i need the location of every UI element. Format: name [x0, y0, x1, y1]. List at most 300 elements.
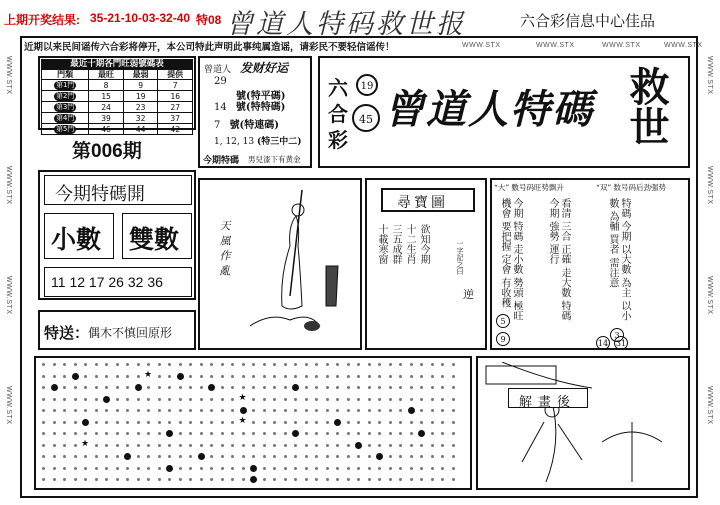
grid-dot: [399, 444, 402, 447]
grid-dot: [231, 409, 234, 412]
grid-dot: [147, 432, 150, 435]
grid-dot: [399, 409, 402, 412]
grid-dot: [221, 386, 224, 389]
grid-dot: [147, 363, 150, 366]
give-value: 42: [158, 124, 193, 135]
grid-dot: [399, 398, 402, 401]
grid-dot: [53, 421, 56, 424]
grid-dot: [368, 363, 371, 366]
grid-dot: [326, 409, 329, 412]
grid-dot: [158, 444, 161, 447]
grid-dot: [263, 409, 266, 412]
grid-ball: [166, 465, 173, 472]
grid-dot: [221, 421, 224, 424]
grid-dot: [74, 421, 77, 424]
grid-dot: [252, 421, 255, 424]
grid-dot: [410, 432, 413, 435]
cold-value: 23: [123, 102, 158, 113]
grid-dot: [147, 444, 150, 447]
grid-dot: [84, 455, 87, 458]
grid-dot: [305, 386, 308, 389]
grid-dot: [158, 398, 161, 401]
grid-dot: [200, 409, 203, 412]
riddle-box: [476, 356, 690, 490]
grid-ball: [103, 396, 110, 403]
grid-dot: [326, 467, 329, 470]
grid-dot: [63, 363, 66, 366]
grid-dot: [389, 455, 392, 458]
grid-dot: [399, 363, 402, 366]
fortune-line: [214, 98, 285, 113]
grid-dot: [179, 455, 182, 458]
grid-dot: [126, 421, 129, 424]
grid-dot: [74, 444, 77, 447]
grid-dot: [294, 455, 297, 458]
grid-dot: [53, 375, 56, 378]
ranking-table: [41, 69, 193, 135]
door-label: 第2門: [56, 92, 75, 100]
grid-dot: [431, 478, 434, 481]
treasure-title: 尋寶圖: [397, 194, 448, 210]
grid-ball: [124, 453, 131, 460]
grid-dot: [336, 398, 339, 401]
grid-dot: [210, 432, 213, 435]
grid-dot: [431, 409, 434, 412]
fortune-text: (特三中二): [256, 137, 302, 147]
fortune-tip-text: 男兒漆下有黄金: [248, 155, 301, 164]
grid-dot: [420, 409, 423, 412]
ranking-title: 最近十期各門旺弱號碼表: [41, 59, 193, 69]
grid-dot: [263, 444, 266, 447]
grid-dot: [210, 467, 213, 470]
treasure-title-box: [381, 188, 475, 212]
grid-dot: [168, 363, 171, 366]
grid-dot: [105, 409, 108, 412]
grid-dot: [84, 478, 87, 481]
grid-dot: [441, 455, 444, 458]
watermark-text: WWW.STX: [536, 42, 575, 49]
grid-dot: [326, 421, 329, 424]
grid-dot: [452, 386, 455, 389]
grid-dot: [273, 363, 276, 366]
cold-value: 44: [123, 124, 158, 135]
grid-dot: [368, 478, 371, 481]
grid-dot: [252, 455, 255, 458]
grid-dot: [242, 444, 245, 447]
masthead-title: 曾道人特码救世报: [226, 9, 466, 40]
grid-dot: [441, 421, 444, 424]
hot-value: 24: [89, 102, 124, 113]
grid-dot: [378, 432, 381, 435]
grid-dot: [221, 444, 224, 447]
grid-dot: [200, 478, 203, 481]
big-number-heading: “大” 數号码旺势飘升: [494, 183, 565, 192]
grid-dot: [368, 409, 371, 412]
grid-dot: [263, 363, 266, 366]
fortune-number: 1, 12, 13: [214, 137, 255, 147]
grid-dot: [347, 386, 350, 389]
grid-dot: [431, 432, 434, 435]
grid-dot: [168, 386, 171, 389]
ranking-table-box: [38, 56, 196, 134]
grid-dot: [63, 398, 66, 401]
grid-dot: [158, 455, 161, 458]
grid-dot: [210, 398, 213, 401]
grid-dot: [273, 398, 276, 401]
grid-dot: [420, 398, 423, 401]
grid-dot: [95, 386, 98, 389]
grid-dot: [294, 467, 297, 470]
grid-dot: [252, 375, 255, 378]
grid-dot: [431, 375, 434, 378]
grid-dot: [263, 478, 266, 481]
watermark-text: WWW.STX: [706, 276, 713, 315]
grid-dot: [326, 375, 329, 378]
grid-dot: [357, 386, 360, 389]
treasure-hint-answer: 逆: [463, 288, 474, 301]
grid-dot: [189, 386, 192, 389]
grid-dot: [105, 432, 108, 435]
grid-dot: [200, 398, 203, 401]
fortune-tip-label: 今期特碼: [203, 156, 240, 166]
grid-dot: [42, 421, 45, 424]
grid-ball: [292, 430, 299, 437]
circled-number: 31: [614, 336, 628, 350]
grid-dot: [389, 444, 392, 447]
grid-dot: [452, 478, 455, 481]
grid-dot: [189, 455, 192, 458]
grid-dot: [263, 386, 266, 389]
grid-dot: [347, 455, 350, 458]
grid-dot: [368, 375, 371, 378]
grid-dot: [179, 444, 182, 447]
title-prefix-char: 六: [328, 76, 348, 100]
grid-dot: [95, 421, 98, 424]
grid-dot: [116, 375, 119, 378]
grid-dot: [221, 467, 224, 470]
grid-dot: [315, 363, 318, 366]
grid-dot: [273, 467, 276, 470]
grid-dot: [116, 444, 119, 447]
grid-dot: [263, 421, 266, 424]
grid-dot: [221, 432, 224, 435]
grid-dot: [252, 386, 255, 389]
number-trend-grid: [36, 358, 470, 488]
grid-dot: [420, 386, 423, 389]
grid-dot: [315, 398, 318, 401]
grid-dot: [294, 398, 297, 401]
grid-dot: [252, 444, 255, 447]
grid-dot: [263, 398, 266, 401]
grid-dot: [84, 398, 87, 401]
grid-dot: [326, 455, 329, 458]
grid-dot: [231, 467, 234, 470]
grid-dot: [126, 409, 129, 412]
grid-dot: [315, 386, 318, 389]
grid-dot: [105, 467, 108, 470]
grid-dot: [74, 386, 77, 389]
grid-dot: [53, 444, 56, 447]
grid-dot: [399, 455, 402, 458]
column-text: 看清 三合 正確 走大數 特碼 今期 強勢 運行: [547, 198, 570, 321]
fortune-text: 號(特特碼): [235, 102, 286, 113]
grid-dot: [42, 478, 45, 481]
grid-dot: [158, 375, 161, 378]
grid-dot: [378, 363, 381, 366]
grid-dot: [84, 409, 87, 412]
grid-dot: [431, 444, 434, 447]
watermark-text: WWW.STX: [706, 166, 713, 205]
door-label: 第5門: [56, 125, 75, 133]
grid-dot: [221, 409, 224, 412]
grid-dot: [378, 444, 381, 447]
grid-dot: [315, 421, 318, 424]
grid-dot: [200, 444, 203, 447]
grid-dot: [357, 421, 360, 424]
grid-dot: [336, 386, 339, 389]
grid-dot: [84, 375, 87, 378]
grid-dot: [200, 467, 203, 470]
grid-dot: [158, 467, 161, 470]
grid-dot: [305, 421, 308, 424]
grid-dot: [441, 467, 444, 470]
grid-dot: [53, 398, 56, 401]
grid-dot: [315, 467, 318, 470]
painting-illustration: [240, 186, 350, 346]
grid-dot: [284, 398, 287, 401]
grid-dot: [179, 432, 182, 435]
grid-dot: [368, 432, 371, 435]
grid-dot: [326, 363, 329, 366]
grid-dot: [305, 432, 308, 435]
grid-dot: [389, 409, 392, 412]
give-value: 27: [158, 102, 193, 113]
grid-dot: [210, 375, 213, 378]
grid-dot: [95, 375, 98, 378]
grid-dot: [273, 444, 276, 447]
grid-dot: [431, 363, 434, 366]
grid-dot: [420, 467, 423, 470]
treasure-text-line: 欲知今期: [418, 224, 429, 264]
lottery-ball-icon: 19: [356, 74, 378, 96]
grid-ball: [82, 419, 89, 426]
grid-dot: [210, 363, 213, 366]
grid-dot: [420, 478, 423, 481]
grid-dot: [158, 421, 161, 424]
grid-dot: [305, 409, 308, 412]
grid-dot: [116, 386, 119, 389]
column-header: 提供: [158, 70, 193, 80]
grid-dot: [347, 363, 350, 366]
grid-dot: [231, 386, 234, 389]
grid-dot: [294, 375, 297, 378]
special-number: 32: [127, 274, 144, 290]
column-header: 最弱: [123, 70, 158, 80]
grid-ball: [135, 384, 142, 391]
grid-dot: [137, 398, 140, 401]
grid-dot: [284, 409, 287, 412]
table-row: [42, 102, 193, 113]
fortune-line: [214, 116, 279, 131]
hot-value: 8: [89, 80, 124, 91]
grid-dot: [273, 455, 276, 458]
grid-dot: [242, 455, 245, 458]
grid-dot: [284, 444, 287, 447]
grid-dot: [357, 467, 360, 470]
grid-dot: [420, 375, 423, 378]
grid-dot: [221, 478, 224, 481]
right-watermark-strip: [700, 36, 720, 505]
grid-dot: [74, 432, 77, 435]
grid-dot: [74, 398, 77, 401]
grid-dot: [410, 421, 413, 424]
grid-dot: [221, 398, 224, 401]
grid-dot: [326, 386, 329, 389]
grid-dot: [63, 467, 66, 470]
dot-grid-box: [34, 356, 472, 490]
grid-dot: [357, 478, 360, 481]
watermark-text: WWW.STX: [602, 42, 641, 49]
grid-dot: [441, 386, 444, 389]
grid-dot: [116, 398, 119, 401]
grid-dot: [74, 409, 77, 412]
grid-dot: [284, 386, 287, 389]
grid-dot: [315, 478, 318, 481]
give-value: 7: [158, 80, 193, 91]
grid-dot: [42, 409, 45, 412]
grid-dot: [399, 432, 402, 435]
grid-dot: [221, 363, 224, 366]
grid-dot: [158, 409, 161, 412]
grid-dot: [410, 455, 413, 458]
fortune-number: 29: [214, 76, 227, 87]
special-number: 26: [108, 274, 124, 290]
grid-ball: [418, 430, 425, 437]
grid-dot: [105, 363, 108, 366]
grid-dot: [158, 363, 161, 366]
grid-dot: [441, 363, 444, 366]
grid-dot: [399, 375, 402, 378]
grid-dot: [179, 409, 182, 412]
grid-dot: [431, 455, 434, 458]
grid-dot: [273, 432, 276, 435]
table-row: [42, 80, 193, 91]
grid-dot: [168, 478, 171, 481]
grid-dot: [315, 432, 318, 435]
grid-dot: [347, 444, 350, 447]
grid-dot: [368, 444, 371, 447]
grid-ball: [51, 384, 58, 391]
grid-dot: [63, 386, 66, 389]
grid-dot: [189, 432, 192, 435]
fortune-label: 曾道人: [204, 65, 232, 75]
grid-dot: [452, 398, 455, 401]
grid-dot: [368, 421, 371, 424]
grid-dot: [410, 467, 413, 470]
grid-dot: [336, 478, 339, 481]
grid-dot: [305, 478, 308, 481]
grid-dot: [399, 467, 402, 470]
grid-dot: [231, 455, 234, 458]
grid-ball: [408, 407, 415, 414]
grid-dot: [347, 398, 350, 401]
grid-dot: [189, 363, 192, 366]
grid-dot: [221, 455, 224, 458]
grid-dot: [368, 455, 371, 458]
hot-value: 46: [89, 124, 124, 135]
grid-dot: [84, 386, 87, 389]
watermark-text: WWW.STX: [5, 56, 12, 95]
grid-dot: [305, 444, 308, 447]
grid-dot: [158, 432, 161, 435]
grid-dot: [210, 421, 213, 424]
grid-dot: [179, 478, 182, 481]
grid-dot: [263, 455, 266, 458]
grid-dot: [95, 444, 98, 447]
riddle-title-box: [508, 388, 588, 408]
grid-dot: [105, 444, 108, 447]
grid-dot: [42, 386, 45, 389]
grid-dot: [441, 432, 444, 435]
grid-dot: [200, 375, 203, 378]
fortune-line: [214, 134, 301, 147]
grid-dot: [53, 467, 56, 470]
table-row: [42, 91, 193, 102]
grid-dot: [147, 421, 150, 424]
grid-dot: [137, 444, 140, 447]
watermark-text: WWW.STX: [5, 166, 12, 205]
issue-number: 第006期: [72, 141, 142, 162]
grid-dot: [231, 363, 234, 366]
grid-dot: [126, 363, 129, 366]
grid-dot: [326, 444, 329, 447]
grid-dot: [242, 386, 245, 389]
special-box: [38, 170, 196, 300]
grid-dot: [336, 432, 339, 435]
grid-dot: [389, 432, 392, 435]
grid-dot: [53, 455, 56, 458]
grid-dot: [452, 432, 455, 435]
grid-dot: [410, 444, 413, 447]
grid-star: ★: [238, 415, 247, 426]
grid-dot: [168, 421, 171, 424]
grid-dot: [189, 421, 192, 424]
grid-dot: [74, 467, 77, 470]
grid-dot: [53, 363, 56, 366]
grid-dot: [452, 467, 455, 470]
grid-dot: [410, 386, 413, 389]
grid-dot: [63, 409, 66, 412]
grid-dot: [189, 398, 192, 401]
grid-dot: [273, 478, 276, 481]
fortune-handwritten: 发财好运: [240, 61, 289, 75]
fortune-text: 號(特平碼): [236, 91, 286, 102]
grid-dot: [42, 444, 45, 447]
watermark-text: WWW.STX: [664, 42, 703, 49]
left-watermark-strip: [0, 36, 18, 505]
grid-dot: [378, 398, 381, 401]
title-text: 曾道人特碼: [384, 86, 594, 133]
painting-box: [198, 178, 362, 350]
grid-dot: [305, 375, 308, 378]
grid-dot: [200, 432, 203, 435]
grid-dot: [210, 409, 213, 412]
fortune-number: 7: [214, 120, 221, 131]
grid-dot: [263, 432, 266, 435]
fortune-text: 號(特連碼): [229, 120, 280, 131]
grid-dot: [137, 478, 140, 481]
grid-dot: [389, 386, 392, 389]
